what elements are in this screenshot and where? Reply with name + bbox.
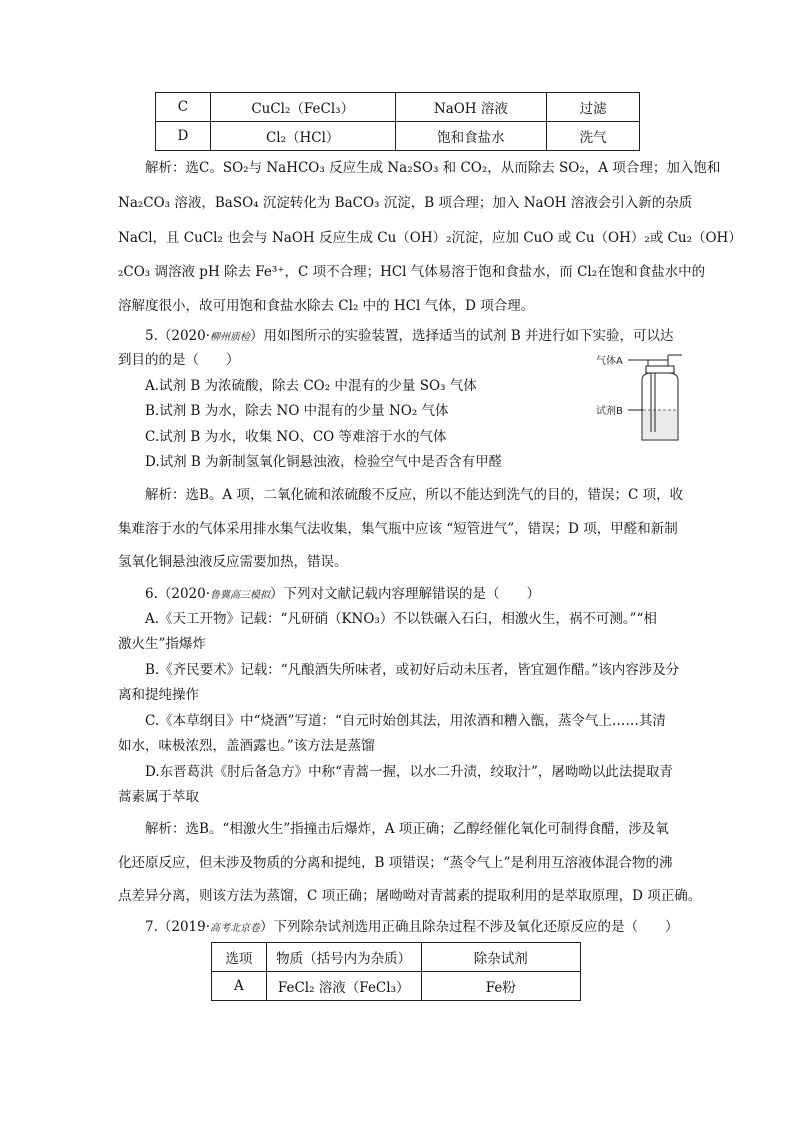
table-cell: C bbox=[156, 93, 211, 122]
q7-number: 7.（2019· bbox=[145, 919, 211, 935]
table-cell: FeCl₂ 溶液（FeCl₃） bbox=[266, 972, 421, 1001]
q5-source: 柳州质检 bbox=[210, 332, 251, 343]
q6-analysis-line-2: 化还原反应，但未涉及物质的分离和提纯，B 项错误；“蒸令气上”是利用互溶液体混合物的沸 bbox=[118, 855, 673, 871]
q5-stem-line-2: 到目的的是（ ） bbox=[118, 352, 240, 368]
table-cell: 过滤 bbox=[547, 93, 640, 122]
q6-option-b-line-2: 离和提纯操作 bbox=[118, 687, 199, 703]
q6-analysis-line-1: 解析：选B。“相激火生”指撞击后爆炸，A 项正确；乙醇经催化氧化可制得食醋，涉及氧 bbox=[145, 821, 669, 837]
table-header: 除杂试剂 bbox=[421, 943, 581, 972]
table-cell: A bbox=[212, 972, 267, 1001]
q5-analysis-line-1: 解析：选B。A 项，二氧化硫和浓硫酸不反应，所以不能达到洗气的目的，错误；C 项，收 bbox=[145, 487, 684, 503]
q4-analysis-line-2: Na₂CO₃ 溶液，BaSO₄ 沉淀转化为 BaCO₃ 沉淀，B 项合理；加入 NaOH 溶液会引入新的杂质 bbox=[118, 195, 693, 211]
table-continued bbox=[155, 92, 640, 151]
q6-stem-text: ）下列对文献记载内容理解错误的是（ ） bbox=[270, 586, 541, 602]
table-row bbox=[212, 972, 581, 1001]
q5-stem bbox=[145, 326, 674, 348]
q4-analysis-line-1: 解析：选C。SO₂与 NaHCO₃ 反应生成 Na₂SO₃ 和 CO₂，从而除去 SO₂，A 项合理；加入饱和 bbox=[145, 160, 721, 176]
q5-stem-text: ）用如图所示的实验装置，选择适当的试剂 B 并进行如下实验，可以达 bbox=[250, 328, 674, 344]
q5-option-d: D.试剂 B 为新制氢氧化铜悬浊液，检验空气中是否含有甲醛 bbox=[145, 454, 503, 470]
table-cell: CuCl₂（FeCl₃） bbox=[210, 93, 395, 122]
table-cell: Cl₂（HCl） bbox=[210, 122, 395, 151]
q6-number: 6.（2020· bbox=[145, 586, 211, 602]
q6-option-d-line-1: D.东晋葛洪《肘后备急方》中称“青蒿一握，以水二升渍，绞取汁”，屠呦呦以此法提取青 bbox=[145, 764, 673, 780]
q6-source: 鲁冀高三模拟 bbox=[210, 590, 271, 601]
q5-analysis-line-3: 氢氧化铜悬浊液反应需要加热，错误。 bbox=[118, 554, 348, 570]
q6-option-d-line-2: 蒿素属于萃取 bbox=[118, 789, 199, 805]
q4-analysis-line-4: ₂CO₃ 调溶液 pH 除去 Fe³⁺，C 项不合理；HCl 气体易溶于饱和食盐水，而 Cl₂在饱和食盐水中的 bbox=[118, 264, 706, 280]
table-header-row bbox=[212, 943, 581, 972]
q7-table bbox=[211, 942, 581, 1001]
q6-analysis-line-3: 点差异分离，则该方法为蒸馏，C 项正确；屠呦呦对青蒿素的提取利用的是萃取原理，D 项正确。 bbox=[118, 888, 702, 904]
q6-stem bbox=[145, 584, 540, 606]
figure-label-gas: 气体A bbox=[596, 356, 623, 367]
table-cell: D bbox=[156, 122, 211, 151]
table-cell: 饱和食盐水 bbox=[395, 122, 547, 151]
q6-option-c-line-1: C.《本草纲目》中“烧酒”写道：“自元时始创其法，用浓酒和糟入甑，蒸令气上……其清 bbox=[145, 713, 666, 729]
q7-stem-text: ）下列除杂试剂选用正确且除杂过程不涉及氧化还原反应的是（ ） bbox=[260, 919, 679, 935]
reagent-liquid bbox=[643, 410, 677, 439]
q6-option-a-line-1: A.《天工开物》记载：“凡研硝（KNO₃）不以铁碾入石臼，相激火生，祸不可测。”“相 bbox=[145, 611, 657, 627]
q7-source: 高考北京卷 bbox=[210, 923, 261, 934]
stopper bbox=[646, 366, 674, 373]
q5-option-a: A.试剂 B 为浓硫酸，除去 CO₂ 中混有的少量 SO₃ 气体 bbox=[145, 378, 477, 394]
gas-washing-bottle-figure bbox=[596, 352, 686, 447]
table-cell: Fe粉 bbox=[421, 972, 581, 1001]
table-cell: 洗气 bbox=[547, 122, 640, 151]
q5-option-c: C.试剂 B 为水，收集 NO、CO 等难溶于水的气体 bbox=[145, 429, 447, 445]
q6-option-a-line-2: 激火生”指爆炸 bbox=[118, 636, 206, 652]
q4-analysis-line-5: 溶解度很小，故可用饱和食盐水除去 Cl₂ 中的 HCl 气体，D 项合理。 bbox=[118, 298, 535, 314]
table-row bbox=[156, 122, 640, 151]
q7-stem bbox=[145, 917, 679, 939]
q6-option-b-line-1: B.《齐民要术》记载：“凡酿酒失所味者，或初好后动未压者，皆宜廻作醋。”该内容涉及分 bbox=[145, 662, 680, 678]
q5-analysis-line-2: 集难溶于水的气体采用排水集气法收集，集气瓶中应该 “短管进气”，错误；D 项，甲醛和新制 bbox=[118, 521, 678, 537]
table-header: 物质（括号内为杂质） bbox=[266, 943, 421, 972]
table-cell: NaOH 溶液 bbox=[395, 93, 547, 122]
q6-option-c-line-2: 如水，味极浓烈，盖酒露也。”该方法是蒸馏 bbox=[118, 738, 375, 754]
table-row bbox=[156, 93, 640, 122]
table-header: 选项 bbox=[212, 943, 267, 972]
figure-label-reagent: 试剂B bbox=[596, 406, 623, 417]
q4-analysis-line-3: NaCl，且 CuCl₂ 也会与 NaOH 反应生成 Cu（OH）₂沉淀，应加 CuO 或 Cu（OH）₂或 Cu₂（OH） bbox=[118, 230, 742, 246]
q5-option-b: B.试剂 B 为水，除去 NO 中混有的少量 NO₂ 气体 bbox=[145, 403, 449, 419]
q5-number: 5.（2020· bbox=[145, 328, 211, 344]
